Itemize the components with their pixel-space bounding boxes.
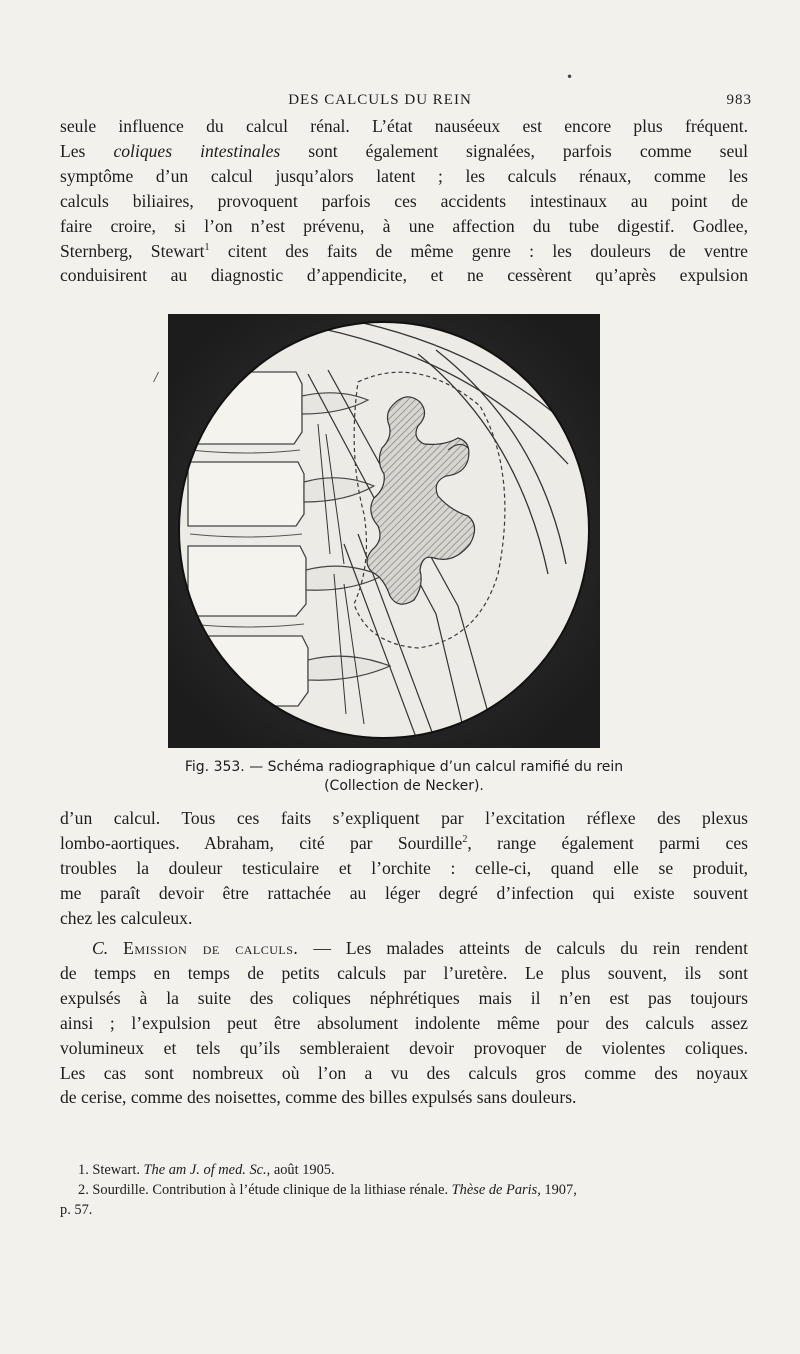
text-line: Les cas sont nombreux où l’on a vu des calculs gros comme des noyaux (60, 1062, 748, 1083)
caption-line: Fig. 353. — Schéma radiographique d’un calcul ramifié du rein (184, 759, 624, 775)
paragraph-calculus-emission (60, 936, 748, 1110)
running-title: DES CALCULS DU REIN (288, 92, 472, 108)
text-line: lombo-aortiques. Abraham, cité par Sourdille$^2$, range également parmi ces (60, 832, 749, 853)
text-line: me paraît devoir être rattachée au léger degré d’infection qui existe souvent (60, 882, 748, 903)
figure-caption (60, 758, 748, 796)
text-line: Sternberg, Stewart$^1$ citent des faits de même genre : les douleurs de ventre (60, 240, 748, 261)
vertebra (188, 462, 304, 526)
print-speck: / (154, 370, 159, 384)
text-line: calculs biliaires, provoquent parfois ces accidents intestinaux au point de (60, 190, 748, 211)
text-line: Les coliques intestinales sont également signalées, parfois comme seul (60, 140, 748, 161)
text-line: de temps en temps de petits calculs par l’uretère. Le plus souvent, ils sont (60, 962, 748, 983)
text-line: volumineux et tels qu’ils sembleraient devoir provoquer de violentes coliques. (60, 1037, 748, 1058)
vertebra (188, 546, 306, 616)
page-number: 983 (726, 92, 752, 108)
footnotes (60, 1160, 748, 1220)
footnote-1: 1. Stewart. The am J. of med. Sc., août 1905. (78, 1162, 335, 1178)
text-line: d’un calcul. Tous ces faits s’expliquent par l’excitation réflexe des plexus (60, 808, 748, 828)
emphasis: coliques intestinales (113, 140, 281, 161)
text-line: faire croire, si l’on n’est prévenu, à une affection du tube digestif. Godlee, (60, 215, 748, 236)
paragraph-intestinal-colics (60, 114, 748, 288)
text-line: troubles la douleur testiculaire et l’orchite : celle-ci, quand elle se produit, (60, 857, 748, 878)
caption-line: (Collection de Necker). (324, 778, 484, 794)
footnote-2-continued: p. 57. (60, 1202, 93, 1218)
text-line: ainsi ; l’expulsion peut être absolument indolente même pour des calculs assez (60, 1012, 748, 1033)
text-line: chez les calculeux. (60, 907, 193, 928)
footnote-2: 2. Sourdille. Contribution à l’étude clinique de la lithiase rénale. Thèse de Paris, 1907, (78, 1182, 577, 1198)
running-header (0, 92, 800, 114)
section-letter: C. (92, 938, 109, 958)
text-line: conduisirent au diagnostic d’appendicite, et ne cessèrent qu’après expulsion (60, 265, 748, 286)
text-line: symptôme d’un calcul jusqu’alors latent ; les calculs rénaux, comme les (60, 165, 748, 186)
print-speck: • (566, 70, 574, 84)
text-line: de cerise, comme des noisettes, comme des billes expulsés sans douleurs. (60, 1087, 577, 1108)
text-line: expulsés à la suite des coliques néphrétiques mais il n’en est pas toujours (60, 987, 748, 1008)
text-line: seule influence du calcul rénal. L’état nauséeux est encore plus fréquent. (60, 116, 748, 136)
text-line: C. Emission de calculs. — Les malades atteints de calculs du rein rendent (92, 938, 748, 958)
section-heading: Emission de calculs. (123, 938, 299, 958)
radiograph-figure (168, 314, 600, 748)
footnote-ref-2: 2 (462, 834, 468, 846)
paragraph-reflex-explanation (60, 806, 748, 931)
footnote-ref-1: 1 (204, 241, 210, 253)
